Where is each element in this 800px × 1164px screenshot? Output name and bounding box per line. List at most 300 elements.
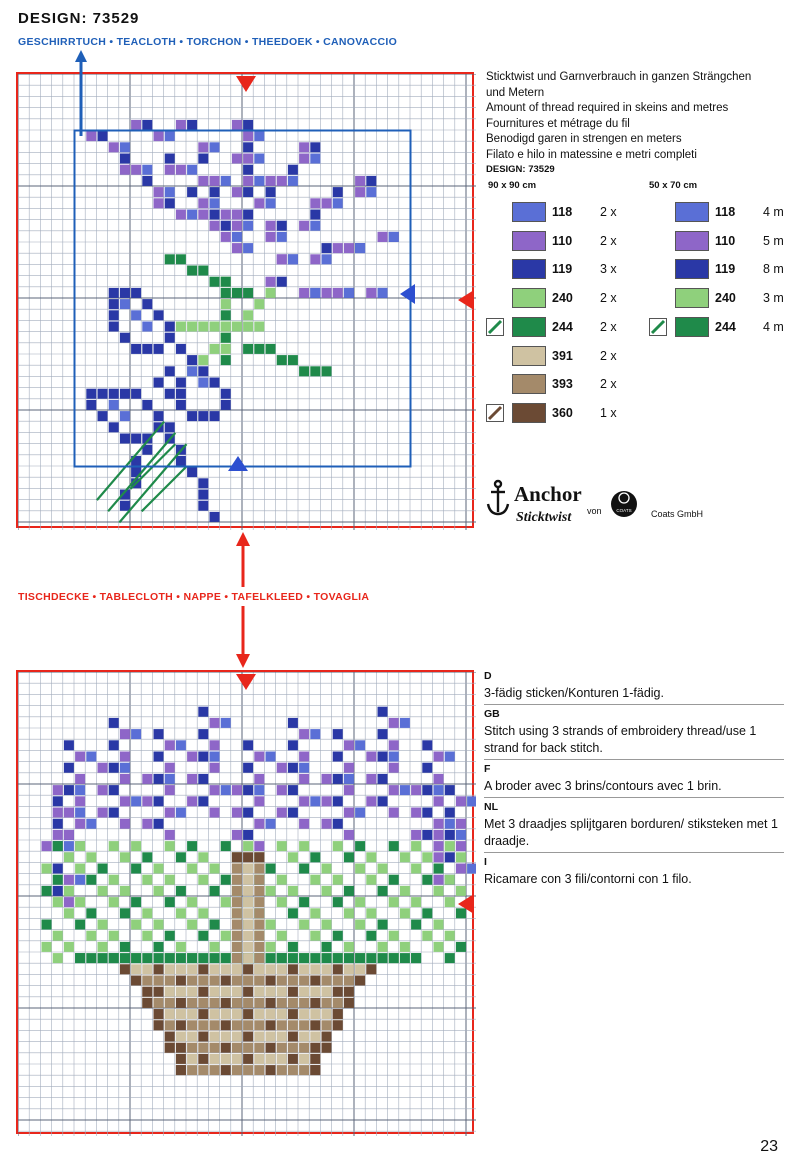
color-swatch bbox=[675, 317, 709, 337]
stitch-cell bbox=[131, 165, 141, 175]
stitch-cell bbox=[210, 920, 220, 930]
stitch-cell bbox=[322, 198, 332, 208]
thread-quantity: 2 x bbox=[600, 205, 617, 219]
stitch-cell bbox=[198, 707, 208, 717]
stitch-cell bbox=[142, 774, 152, 784]
stitch-cell bbox=[210, 785, 220, 795]
stitch-cell bbox=[299, 366, 309, 376]
stitch-cell bbox=[176, 254, 186, 264]
thread-quantity: 3 m bbox=[763, 291, 784, 306]
stitch-cell bbox=[266, 1043, 276, 1053]
stitch-cell bbox=[243, 131, 253, 141]
stitch-cell bbox=[333, 976, 343, 986]
stitch-cell bbox=[456, 942, 466, 952]
thread-quantity: 2 x bbox=[600, 319, 617, 334]
stitch-cell bbox=[310, 210, 320, 220]
stitch-cell bbox=[310, 931, 320, 941]
stitch-cell bbox=[422, 808, 432, 818]
stitch-cell bbox=[277, 277, 287, 287]
stitch-cell bbox=[277, 875, 287, 885]
stitch-cell bbox=[42, 942, 52, 952]
stitch-cell bbox=[120, 411, 130, 421]
stitch-cell bbox=[154, 131, 164, 141]
stitch-cell bbox=[422, 931, 432, 941]
stitch-cell bbox=[176, 210, 186, 220]
stitch-cell bbox=[120, 819, 130, 829]
stitch-cell bbox=[187, 1043, 197, 1053]
stitch-cell bbox=[165, 953, 175, 963]
stitch-cell bbox=[210, 210, 220, 220]
stitch-cell bbox=[355, 841, 365, 851]
instruction-text: Met 3 draadjes splijtgaren borduren/ stiksteken met 1 draadje. bbox=[484, 817, 778, 848]
stitch-cell bbox=[434, 830, 444, 840]
color-swatch bbox=[512, 346, 546, 366]
color-swatch bbox=[512, 374, 546, 394]
stitch-cell bbox=[198, 875, 208, 885]
stitch-cell bbox=[456, 864, 466, 874]
stitch-cell bbox=[344, 288, 354, 298]
backstitch-icon bbox=[486, 404, 504, 422]
stitch-cell bbox=[366, 288, 376, 298]
stitch-cell bbox=[154, 344, 164, 354]
stitch-cell bbox=[389, 740, 399, 750]
stitch-cell bbox=[333, 1009, 343, 1019]
stitch-cell bbox=[322, 886, 332, 896]
stitch-cell bbox=[232, 976, 242, 986]
thread-number: 118 bbox=[552, 205, 573, 219]
stitch-cell bbox=[434, 920, 444, 930]
stitch-cell bbox=[254, 953, 264, 963]
stitch-cell bbox=[176, 987, 186, 997]
stitch-cell bbox=[299, 729, 309, 739]
stitch-cell bbox=[277, 976, 287, 986]
thread-quantity: 2 x bbox=[600, 233, 617, 248]
stitch-cell bbox=[243, 165, 253, 175]
stitch-cell bbox=[310, 1043, 320, 1053]
stitch-cell bbox=[243, 987, 253, 997]
stitch-cell bbox=[232, 221, 242, 231]
stitch-cell bbox=[109, 763, 119, 773]
stitch-cell bbox=[42, 841, 52, 851]
stitch-cell bbox=[109, 808, 119, 818]
stitch-cell bbox=[366, 176, 376, 186]
stitch-cell bbox=[266, 1020, 276, 1030]
stitch-cell bbox=[165, 187, 175, 197]
stitch-cell bbox=[198, 210, 208, 220]
stitch-cell bbox=[232, 852, 242, 862]
stitch-cell bbox=[120, 774, 130, 784]
stitch-cell bbox=[109, 841, 119, 851]
stitch-cell bbox=[86, 389, 96, 399]
stitch-cell bbox=[333, 931, 343, 941]
stitch-cell bbox=[243, 288, 253, 298]
stitch-cell bbox=[198, 964, 208, 974]
stitch-cell bbox=[445, 841, 455, 851]
stitch-cell bbox=[210, 763, 220, 773]
stitch-cell bbox=[210, 1065, 220, 1075]
stitch-cell bbox=[366, 796, 376, 806]
stitch-cell bbox=[75, 864, 85, 874]
stitch-cell bbox=[322, 1020, 332, 1030]
stitch-cell bbox=[310, 1020, 320, 1030]
stitch-cell bbox=[355, 740, 365, 750]
stitch-cell bbox=[154, 1009, 164, 1019]
stitch-cell bbox=[109, 322, 119, 332]
stitch-cell bbox=[221, 998, 231, 1008]
stitch-cell bbox=[120, 154, 130, 164]
stitch-cell bbox=[131, 864, 141, 874]
stitch-cell bbox=[344, 987, 354, 997]
stitch-cell bbox=[299, 1020, 309, 1030]
stitch-cell bbox=[142, 852, 152, 862]
stitch-cell bbox=[310, 366, 320, 376]
stitch-cell bbox=[344, 852, 354, 862]
stitch-cell bbox=[310, 221, 320, 231]
stitch-cell bbox=[131, 976, 141, 986]
stitch-cell bbox=[198, 198, 208, 208]
thread-number: 360 bbox=[552, 405, 573, 420]
stitch-cell bbox=[198, 852, 208, 862]
stitch-cell bbox=[310, 1054, 320, 1064]
stitch-cell bbox=[344, 942, 354, 952]
stitch-cell bbox=[75, 808, 85, 818]
stitch-cell bbox=[288, 165, 298, 175]
stitch-cell bbox=[456, 852, 466, 862]
stitch-cell bbox=[120, 886, 130, 896]
stitch-cell bbox=[210, 1054, 220, 1064]
stitch-cell bbox=[221, 875, 231, 885]
stitch-cell bbox=[243, 942, 253, 952]
stitch-cell bbox=[165, 422, 175, 432]
stitch-cell bbox=[109, 785, 119, 795]
stitch-cell bbox=[411, 785, 421, 795]
stitch-cell bbox=[221, 964, 231, 974]
stitch-cell bbox=[221, 1065, 231, 1075]
stitch-cell bbox=[232, 210, 242, 220]
stitch-cell bbox=[120, 953, 130, 963]
stitch-cell bbox=[232, 987, 242, 997]
stitch-cell bbox=[86, 953, 96, 963]
color-swatch bbox=[512, 288, 546, 308]
stitch-cell bbox=[210, 1009, 220, 1019]
stitch-cell bbox=[165, 366, 175, 376]
stitch-cells bbox=[86, 120, 398, 522]
stitch-cell bbox=[277, 763, 287, 773]
stitch-cell bbox=[400, 908, 410, 918]
thread-quantity: 3 x bbox=[600, 262, 617, 277]
stitch-cell bbox=[53, 897, 63, 907]
stitch-cell bbox=[86, 931, 96, 941]
stitch-cell bbox=[355, 187, 365, 197]
stitch-cell bbox=[310, 998, 320, 1008]
thread-quantity: 4 m bbox=[763, 205, 784, 219]
stitch-cell bbox=[198, 411, 208, 421]
stitch-cell bbox=[198, 1065, 208, 1075]
stitch-cell bbox=[243, 852, 253, 862]
stitch-cell bbox=[333, 841, 343, 851]
thread-row bbox=[512, 287, 617, 309]
intro-line: Sticktwist und Garnverbrauch in ganzen Strängchen bbox=[486, 71, 752, 83]
stitch-cell bbox=[254, 819, 264, 829]
stitch-cell bbox=[98, 785, 108, 795]
stitch-cell bbox=[221, 344, 231, 354]
stitch-cell bbox=[243, 344, 253, 354]
stitch-cell bbox=[254, 976, 264, 986]
stitch-cell bbox=[411, 897, 421, 907]
stitch-cell bbox=[131, 729, 141, 739]
stitch-cell bbox=[221, 785, 231, 795]
stitch-cell bbox=[232, 875, 242, 885]
stitch-cell bbox=[154, 920, 164, 930]
stitch-cell bbox=[288, 740, 298, 750]
thread-row bbox=[675, 201, 784, 223]
stitch-cell bbox=[378, 864, 388, 874]
stitch-cell bbox=[310, 976, 320, 986]
stitch-cell bbox=[422, 830, 432, 840]
stitch-cell bbox=[366, 875, 376, 885]
stitch-cell bbox=[198, 366, 208, 376]
stitch-cell bbox=[131, 344, 141, 354]
stitch-cell bbox=[109, 288, 119, 298]
stitch-cell bbox=[254, 1065, 264, 1075]
stitch-cell bbox=[299, 998, 309, 1008]
stitch-cell bbox=[344, 953, 354, 963]
stitch-cell bbox=[389, 752, 399, 762]
stitch-cell bbox=[434, 852, 444, 862]
stitch-cell bbox=[333, 187, 343, 197]
stitch-cell bbox=[176, 389, 186, 399]
stitch-cell bbox=[277, 1020, 287, 1030]
stitch-cell bbox=[187, 467, 197, 477]
stitch-cell bbox=[389, 763, 399, 773]
stitch-cell bbox=[445, 819, 455, 829]
thread-row bbox=[512, 258, 617, 280]
brand-sub: Sticktwist bbox=[516, 510, 572, 525]
stitch-cell bbox=[422, 908, 432, 918]
stitch-cell bbox=[142, 819, 152, 829]
stitch-cell bbox=[299, 774, 309, 784]
stitch-cell bbox=[333, 198, 343, 208]
stitch-cell bbox=[355, 243, 365, 253]
stitch-cell bbox=[310, 1009, 320, 1019]
stitch-cell bbox=[243, 953, 253, 963]
stitch-cell bbox=[198, 378, 208, 388]
stitch-cell bbox=[142, 953, 152, 963]
stitch-cell bbox=[232, 864, 242, 874]
stitch-cell bbox=[243, 763, 253, 773]
stitch-cell bbox=[277, 1032, 287, 1042]
brand-company: Coats GmbH bbox=[651, 509, 704, 519]
thread-number: 118 bbox=[715, 205, 736, 219]
stitch-cell bbox=[120, 389, 130, 399]
stitch-cell bbox=[266, 187, 276, 197]
stitch-cell bbox=[400, 785, 410, 795]
thread-number: 240 bbox=[552, 291, 573, 306]
stitch-cell bbox=[344, 908, 354, 918]
stitch-cell bbox=[254, 299, 264, 309]
stitch-cell bbox=[165, 998, 175, 1008]
stitch-cell bbox=[120, 796, 130, 806]
stitch-cell bbox=[411, 864, 421, 874]
stitch-cell bbox=[243, 864, 253, 874]
stitch-cell bbox=[64, 886, 74, 896]
intro-line: Fournitures et métrage du fil bbox=[486, 117, 630, 130]
stitch-cell bbox=[333, 998, 343, 1008]
stitch-cell bbox=[266, 964, 276, 974]
stitch-cell bbox=[378, 729, 388, 739]
stitch-cell bbox=[310, 142, 320, 152]
size-heading-90: 90 x 90 cm bbox=[488, 180, 537, 191]
stitch-cell bbox=[198, 1020, 208, 1030]
stitch-cell bbox=[187, 920, 197, 930]
stitch-cell bbox=[467, 796, 476, 806]
stitch-cell bbox=[210, 942, 220, 952]
stitch-cell bbox=[254, 131, 264, 141]
stitch-cell bbox=[198, 266, 208, 276]
stitch-cell bbox=[210, 864, 220, 874]
stitch-cell bbox=[98, 411, 108, 421]
stitch-cell bbox=[310, 154, 320, 164]
stitch-cell bbox=[322, 1032, 332, 1042]
stitch-cell bbox=[243, 841, 253, 851]
stitch-cell bbox=[254, 852, 264, 862]
stitch-cell bbox=[299, 1065, 309, 1075]
stitch-cell bbox=[198, 355, 208, 365]
stitch-cell bbox=[75, 953, 85, 963]
stitch-cell bbox=[198, 490, 208, 500]
stitch-cell bbox=[266, 277, 276, 287]
stitch-cell bbox=[131, 120, 141, 130]
stitch-cell bbox=[120, 299, 130, 309]
stitch-cell bbox=[299, 1009, 309, 1019]
backstitch-icon bbox=[649, 318, 667, 336]
stitch-cell bbox=[277, 254, 287, 264]
stitch-cell bbox=[310, 288, 320, 298]
stitch-cell bbox=[243, 740, 253, 750]
stitch-cell bbox=[254, 796, 264, 806]
stitch-cell bbox=[243, 920, 253, 930]
stitch-cell bbox=[109, 897, 119, 907]
thread-row bbox=[512, 402, 617, 424]
stitch-cell bbox=[355, 808, 365, 818]
stitch-cell bbox=[176, 942, 186, 952]
stitch-cell bbox=[210, 221, 220, 231]
stitch-cell bbox=[277, 1054, 287, 1064]
stitch-cell bbox=[42, 920, 52, 930]
stitch-cell bbox=[42, 864, 52, 874]
color-swatch bbox=[512, 202, 546, 222]
stitch-cell bbox=[154, 998, 164, 1008]
stitch-cell bbox=[86, 400, 96, 410]
stitch-cell bbox=[53, 830, 63, 840]
stitch-cell bbox=[142, 299, 152, 309]
brand-von: von bbox=[587, 506, 602, 516]
color-swatch bbox=[675, 231, 709, 251]
stitch-cell bbox=[221, 310, 231, 320]
stitch-cell bbox=[64, 830, 74, 840]
coats-seal bbox=[611, 491, 637, 517]
instruction-code: NL bbox=[484, 797, 784, 816]
stitch-cells bbox=[42, 707, 477, 1075]
stitch-cell bbox=[176, 322, 186, 332]
stitch-cell bbox=[310, 198, 320, 208]
stitch-cell bbox=[232, 920, 242, 930]
stitch-cell bbox=[142, 120, 152, 130]
stitch-cell bbox=[165, 808, 175, 818]
stitch-cell bbox=[176, 852, 186, 862]
stitch-cell bbox=[232, 243, 242, 253]
stitch-cell bbox=[254, 176, 264, 186]
stitch-cell bbox=[288, 355, 298, 365]
stitch-cell bbox=[232, 154, 242, 164]
stitch-cell bbox=[266, 819, 276, 829]
thread-number: 244 bbox=[552, 319, 573, 334]
stitch-cell bbox=[198, 796, 208, 806]
stitch-cell bbox=[165, 198, 175, 208]
stitch-cell bbox=[210, 378, 220, 388]
stitch-cell bbox=[266, 232, 276, 242]
stitch-cell bbox=[243, 998, 253, 1008]
stitch-cell bbox=[187, 187, 197, 197]
stitch-cell bbox=[165, 740, 175, 750]
color-swatch bbox=[675, 288, 709, 308]
stitch-cell bbox=[165, 131, 175, 141]
stitch-cell bbox=[254, 1020, 264, 1030]
stitch-cell bbox=[344, 976, 354, 986]
stitch-cell bbox=[400, 942, 410, 952]
stitch-cell bbox=[411, 920, 421, 930]
stitch-cell bbox=[243, 1054, 253, 1064]
stitch-cell bbox=[176, 1043, 186, 1053]
stitch-cell bbox=[142, 400, 152, 410]
stitch-cell bbox=[198, 478, 208, 488]
stitch-cell bbox=[378, 288, 388, 298]
stitch-cell bbox=[322, 953, 332, 963]
backstitch-icon bbox=[486, 318, 504, 336]
stitch-cell bbox=[434, 841, 444, 851]
stitch-cell bbox=[277, 897, 287, 907]
stitch-cell bbox=[288, 998, 298, 1008]
stitch-cell bbox=[53, 953, 63, 963]
stitch-cell bbox=[310, 796, 320, 806]
stitch-cell bbox=[243, 908, 253, 918]
stitch-cell bbox=[176, 976, 186, 986]
stitch-cell bbox=[176, 344, 186, 354]
stitch-cell bbox=[154, 964, 164, 974]
stitch-cell bbox=[176, 1054, 186, 1064]
stitch-cell bbox=[322, 942, 332, 952]
stitch-cell bbox=[422, 763, 432, 773]
stitch-cell bbox=[198, 987, 208, 997]
stitch-cell bbox=[154, 729, 164, 739]
stitch-cell bbox=[266, 976, 276, 986]
stitch-cell bbox=[187, 411, 197, 421]
stitch-cell bbox=[243, 120, 253, 130]
stitch-cell bbox=[165, 254, 175, 264]
stitch-cell bbox=[187, 322, 197, 332]
stitch-cell bbox=[288, 808, 298, 818]
stitch-cell bbox=[176, 998, 186, 1008]
stitch-cell bbox=[120, 763, 130, 773]
stitch-cell bbox=[310, 987, 320, 997]
stitch-cell bbox=[310, 254, 320, 264]
stitch-cell bbox=[411, 841, 421, 851]
stitch-cell bbox=[187, 1032, 197, 1042]
stitch-cell bbox=[411, 953, 421, 963]
stitch-cell bbox=[299, 1032, 309, 1042]
stitch-cell bbox=[333, 774, 343, 784]
stitch-cell bbox=[299, 752, 309, 762]
